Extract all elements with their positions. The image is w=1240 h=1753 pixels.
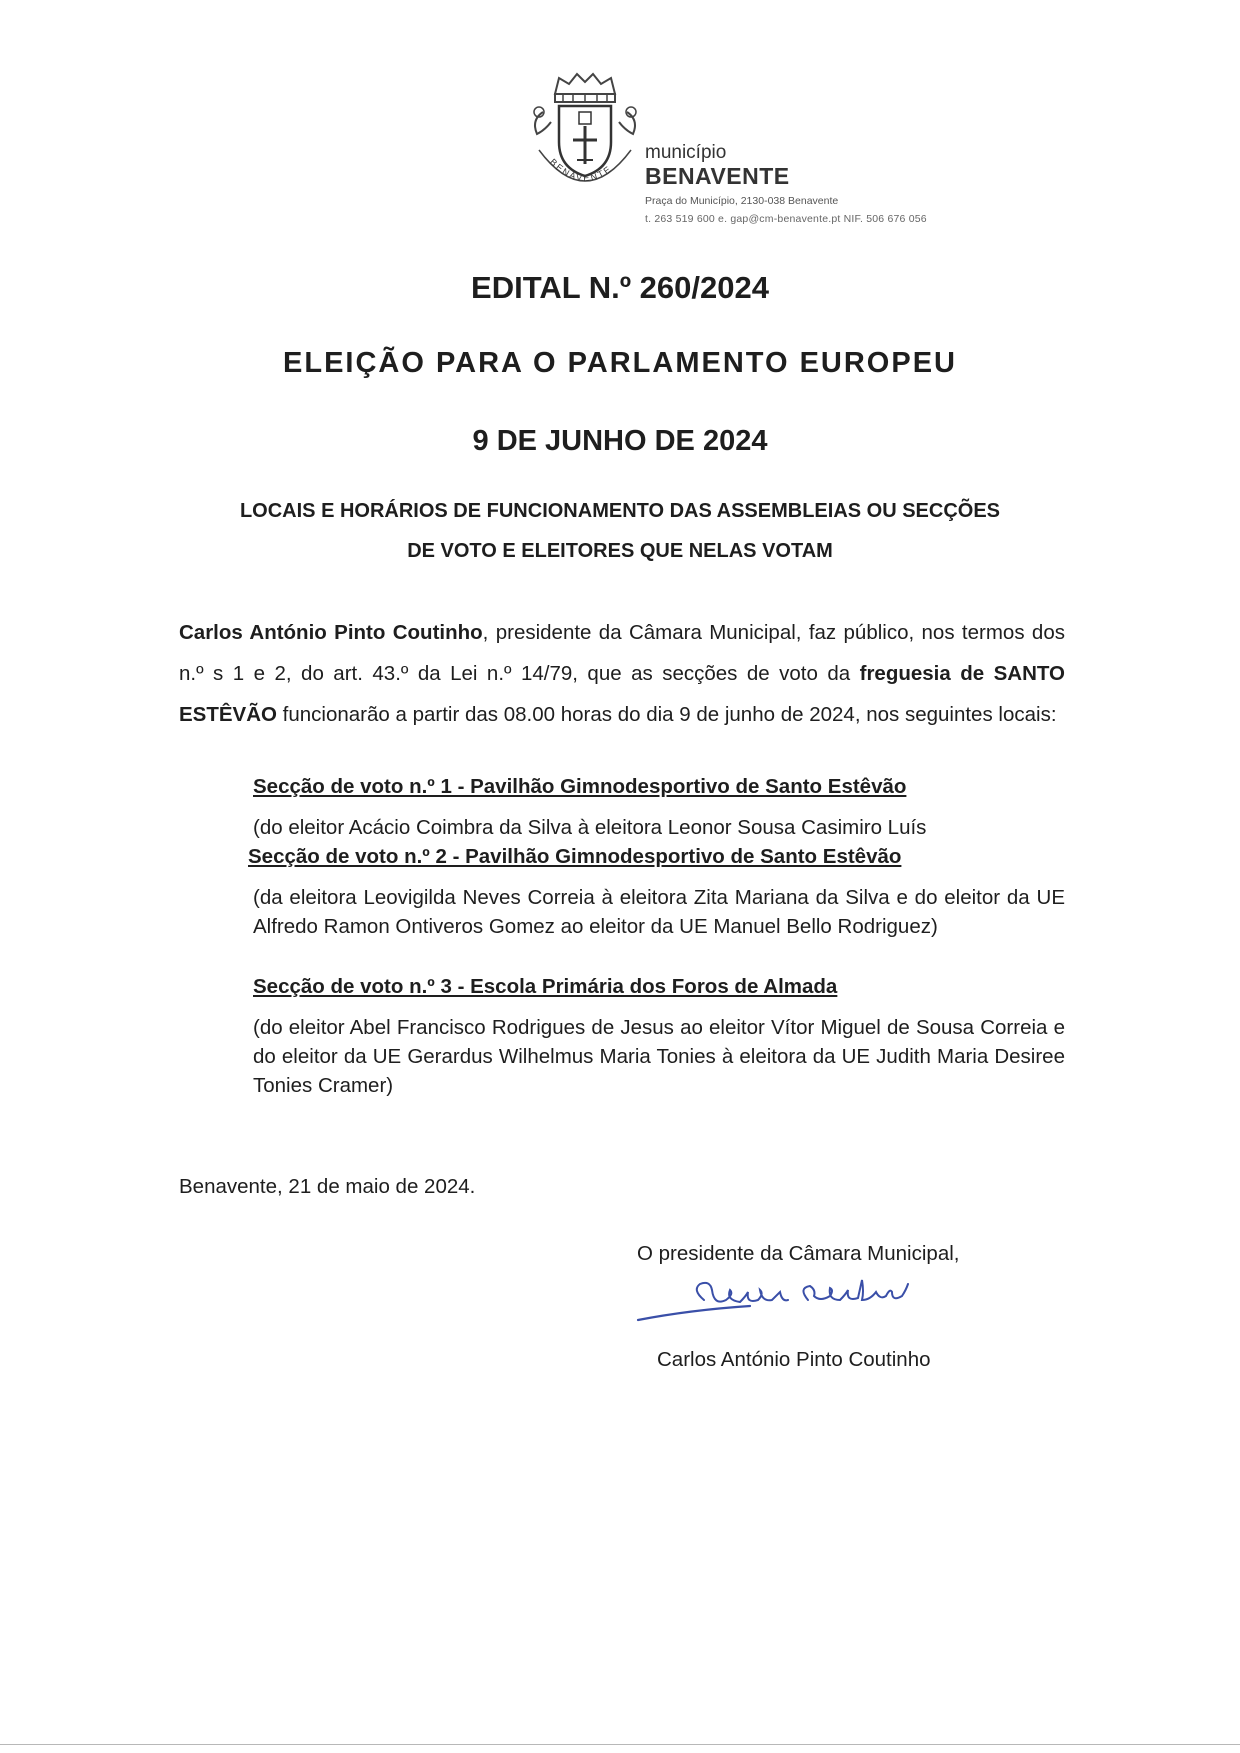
municipality-word: município (645, 142, 727, 163)
intro-paragraph (179, 612, 1065, 735)
page-bottom-line (0, 1744, 1240, 1745)
election-date: 9 DE JUNHO DE 2024 (472, 425, 768, 457)
section-1-voters: (do eleitor Acácio Coimbra da Silva à eleitora Leonor Sousa Casimiro Luís (253, 816, 927, 839)
signature-icon (630, 1270, 970, 1340)
municipality-contacts: t. 263 519 600 e. gap@cm-benavente.pt NIF. 506 676 056 (645, 213, 927, 225)
president-name: Carlos António Pinto Coutinho (179, 621, 483, 644)
edital-number: EDITAL N.º 260/2024 (471, 270, 769, 305)
intro-text-2: funcionarão a partir das 08.00 horas do dia 9 de junho de 2024, nos seguintes locais: (276, 703, 1057, 726)
place-and-date: Benavente, 21 de maio de 2024. (179, 1175, 476, 1198)
section-3-heading: Secção de voto n.º 3 - Escola Primária dos Foros de Almada (253, 975, 838, 998)
municipality-name: BENAVENTE (645, 163, 790, 189)
election-title: ELEIÇÃO PARA O PARLAMENTO EUROPEU (283, 347, 957, 379)
coat-of-arms-icon (525, 72, 645, 200)
signatory-role: O presidente da Câmara Municipal, (637, 1242, 960, 1265)
crest-label: BENAVENTE (547, 156, 614, 184)
section-2-voters: (da eleitora Leovigilda Neves Correia à eleitora Zita Mariana da Silva e do eleitor da UE Alfredo Ramon Ontiveros Gomez ao eleitor da UE Manuel Bello Rodriguez) (253, 886, 1065, 938)
subtitle-line-1: LOCAIS E HORÁRIOS DE FUNCIONAMENTO DAS ASSEMBLEIAS OU SECÇÕES (239, 500, 1001, 522)
municipality-address: Praça do Município, 2130-038 Benavente (645, 195, 839, 207)
section-3-voters: (do eleitor Abel Francisco Rodrigues de Jesus ao eleitor Vítor Miguel de Sousa Correia e do eleitor da UE Gerardus Wilhelmus Maria Tonies à eleitora da UE Judith Maria Desiree Tonies Cramer) (253, 1016, 1065, 1097)
subtitle-line-2: DE VOTO E ELEITORES QUE NELAS VOTAM (407, 540, 833, 562)
section-2-heading: Secção de voto n.º 2 - Pavilhão Gimnodesportivo de Santo Estêvão (248, 845, 902, 868)
intro-text-1: , presidente da Câmara Municipal, faz público, nos termos dos n.º s 1 e 2, do art. 43.º da Lei n.º 14/79, que as secções de voto da (179, 621, 1065, 685)
signatory-name: Carlos António Pinto Coutinho (657, 1348, 931, 1371)
section-1-heading: Secção de voto n.º 1 - Pavilhão Gimnodesportivo de Santo Estêvão (253, 775, 907, 798)
freguesia-name: freguesia de SANTO ESTÊVÃO (179, 662, 1066, 726)
